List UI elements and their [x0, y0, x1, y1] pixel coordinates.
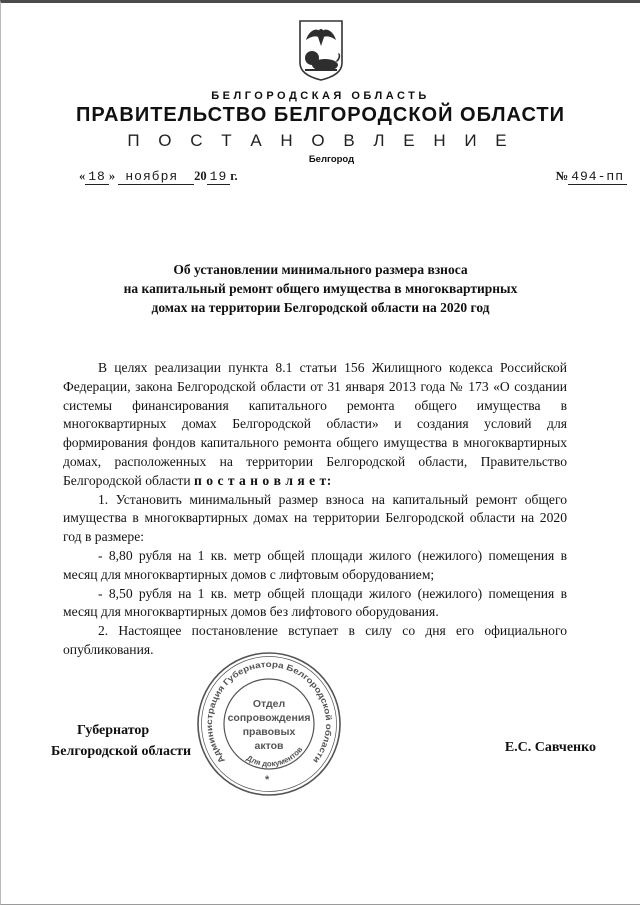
region-name: БЕЛГОРОДСКАЯ ОБЛАСТЬ: [211, 90, 430, 102]
coat-of-arms-icon: [297, 19, 345, 83]
number-sign: №: [555, 169, 569, 183]
stamp-middle-ring: [202, 657, 337, 792]
signatory-name: Е.С. Савченко: [504, 739, 596, 755]
title-line-2: на капитальный ремонт общего имущества в многоквартирных: [123, 281, 518, 296]
city-name: Белгород: [308, 154, 355, 165]
number-value: 494-пп: [568, 169, 627, 185]
signatory-position-line-2: Белгородской области: [51, 743, 192, 759]
open-quote: «: [79, 169, 86, 183]
date-number-row: [1, 166, 640, 190]
stamp-bottom-text: Для документов: [244, 744, 305, 769]
issuing-authority: ПРАВИТЕЛЬСТВО БЕЛГОРОДСКОЙ ОБЛАСТИ: [76, 104, 565, 126]
official-stamp: [193, 648, 345, 800]
signatory-position-line-1: Губернатор: [77, 722, 150, 738]
year-suffix: г.: [230, 169, 238, 183]
document-body: [63, 359, 567, 660]
stamp-center-line-2: сопровождения: [227, 712, 311, 724]
date-month: ноября: [118, 169, 194, 185]
title-line-3: домах на территории Белгородской области на 2020 год: [151, 300, 490, 315]
preamble-text: В целях реализации пункта 8.1 статьи 156 Жилищного кодекса Российской Федерации, закона Белгородской области от 31 января 2013 года № 173 «О создании системы финансирования капитального ремонта общего имущества в многоквартирных домах Белгородской области» и создания условий для формирования фондов капитального ремонта общего имущества в многоквартирных домах, расположенных на территории Белгородской области, Правительство Белгородской области: [63, 360, 567, 488]
title-line-1: Об установлении минимального размера взноса: [173, 262, 468, 277]
date-day: 18: [85, 169, 109, 185]
stamp-center-line-1: Отдел: [252, 698, 286, 710]
document-title: [61, 260, 580, 317]
year-prefix: 20: [194, 169, 207, 183]
clause-1-item-no-lift: - 8,50 рубля на 1 кв. метр общей площади жилого (нежилого) помещения в месяц для многоквартирных домов без лифтового оборудования.: [63, 585, 567, 620]
close-quote: »: [108, 169, 116, 183]
stamp-inner-ring: [224, 679, 314, 769]
document-type: П О С Т А Н О В Л Е Н И Е: [127, 131, 514, 150]
stamp-star: *: [265, 774, 270, 786]
clause-1-item-lift: - 8,80 рубля на 1 кв. метр общей площади жилого (нежилого) помещения в месяц для многоквартирных домов с лифтовым оборудованием;: [63, 547, 567, 582]
document-date: [79, 168, 238, 184]
date-year: 19: [207, 169, 231, 185]
stamp-ring-text: Администрация Губернатора Белгородской области: [203, 658, 335, 766]
document-number: [556, 168, 627, 184]
resolves-keyword: п о с т а н о в л я е т:: [194, 472, 332, 488]
stamp-center-line-4: актов: [254, 740, 284, 752]
preamble-paragraph: [63, 359, 567, 491]
clause-2: 2. Настоящее постановление вступает в силу со дня его официального опубликования.: [63, 623, 567, 657]
clause-1: 1. Установить минимальный размер взноса на капитальный ремонт общего имущества в многоквартирных домах на территории Белгородской области на 2020 год в размере:: [63, 491, 567, 545]
stamp-center-line-3: правовых: [242, 726, 296, 738]
